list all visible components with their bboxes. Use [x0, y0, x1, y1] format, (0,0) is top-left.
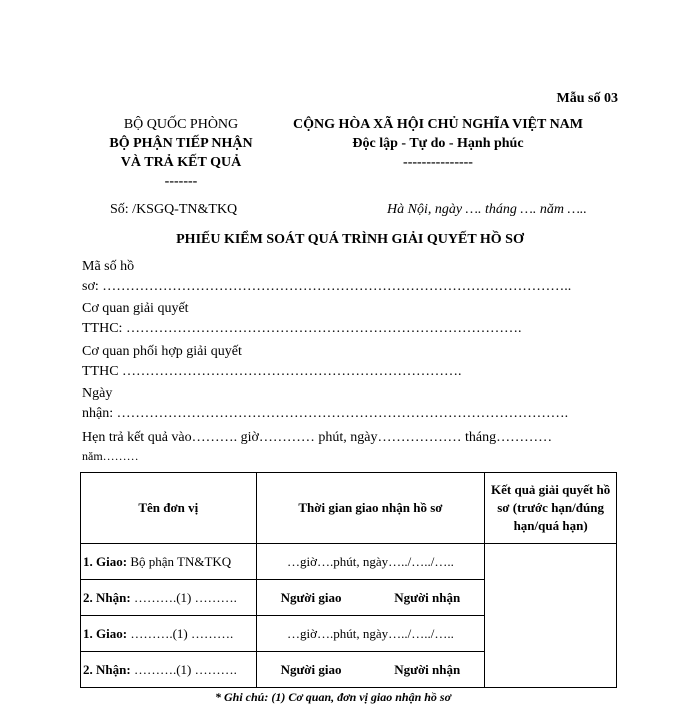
header-unit: Tên đơn vị [81, 473, 257, 544]
handover-time: …giờ….phút, ngày…../…../….. [287, 625, 454, 641]
handover-table [80, 472, 617, 688]
nhan-value: ……….(1) ………. [130, 661, 237, 677]
ministry-name: BỘ QUỐC PHÒNG [123, 117, 239, 132]
right-header [278, 115, 598, 172]
signature-cell[interactable] [256, 652, 485, 688]
field-ma-so-line[interactable]: sơ: ……………………………………………………………………………………….. [82, 279, 572, 294]
giao-value: ……….(1) ………. [127, 625, 234, 641]
form-number: Mẫu số 03 [556, 91, 618, 106]
nhan-cell[interactable] [81, 580, 257, 616]
giao-cell[interactable] [81, 544, 257, 580]
field-phoi-hop-line[interactable]: TTHC ………………………………………………………………. [82, 364, 462, 379]
giao-cell[interactable] [81, 616, 257, 652]
table-header-row [81, 473, 617, 544]
field-hen-tra-year[interactable]: năm……… [82, 449, 139, 463]
department-name: BỘ PHẬN TIẾP NHẬN [109, 136, 253, 151]
field-ngay-line[interactable]: nhận: ……………………………………………………………………………………. [82, 406, 569, 421]
header-result: Kết quả giải quyết hồ sơ (trước hạn/đúng hạn/quá hạn) [485, 473, 617, 544]
handover-time: …giờ….phút, ngày…../…../….. [287, 553, 454, 569]
time-cell[interactable] [256, 544, 485, 580]
nguoi-giao-label: Người giao [280, 661, 342, 677]
footnote: * Ghi chú: (1) Cơ quan, đơn vị giao nhận hồ sơ [215, 690, 452, 704]
field-hen-tra-line[interactable]: Hẹn trả kết quả vào………. giờ………… phút, ngày……………… tháng………… [82, 430, 553, 445]
field-phoi-hop-label: Cơ quan phối hợp giải quyết [82, 344, 242, 359]
signature-cell[interactable] [256, 580, 485, 616]
field-co-quan-line[interactable]: TTHC: …………………………………………………………………………. [82, 321, 522, 336]
field-ngay-label: Ngày [82, 386, 113, 401]
left-divider: ------- [164, 174, 198, 189]
country-name: CỘNG HÒA XÃ HỘI CHỦ NGHĨA VIỆT NAM [292, 117, 583, 132]
nguoi-nhan-label: Người nhận [394, 589, 461, 605]
motto: Độc lập - Tự do - Hạnh phúc [352, 136, 524, 151]
nguoi-nhan-label: Người nhận [394, 661, 461, 677]
nhan-label: 2. Nhận: [83, 589, 131, 605]
table-row [81, 544, 617, 580]
nhan-value: ……….(1) ………. [130, 589, 237, 605]
department-name-2: VÀ TRẢ KẾT QUẢ [120, 155, 242, 170]
document-number: Số: /KSGQ-TN&TKQ [110, 202, 238, 217]
time-cell[interactable] [256, 616, 485, 652]
left-header [95, 115, 267, 191]
nhan-label: 2. Nhận: [83, 661, 131, 677]
right-divider: --------------- [403, 155, 473, 170]
page-title: PHIẾU KIỂM SOÁT QUÁ TRÌNH GIẢI QUYẾT HỒ SƠ [176, 232, 524, 247]
nguoi-giao-label: Người giao [280, 589, 342, 605]
giao-label: 1. Giao: [83, 553, 128, 569]
nhan-cell[interactable] [81, 652, 257, 688]
field-ma-so-label: Mã số hồ [82, 259, 135, 274]
header-time: Thời gian giao nhận hồ sơ [256, 473, 485, 544]
place-date: Hà Nội, ngày …. tháng …. năm ….. [387, 202, 587, 217]
giao-value: Bộ phận TN&TKQ [127, 553, 232, 569]
field-co-quan-label: Cơ quan giải quyết [82, 301, 189, 316]
giao-label: 1. Giao: [83, 625, 128, 641]
result-cell[interactable] [485, 544, 617, 688]
